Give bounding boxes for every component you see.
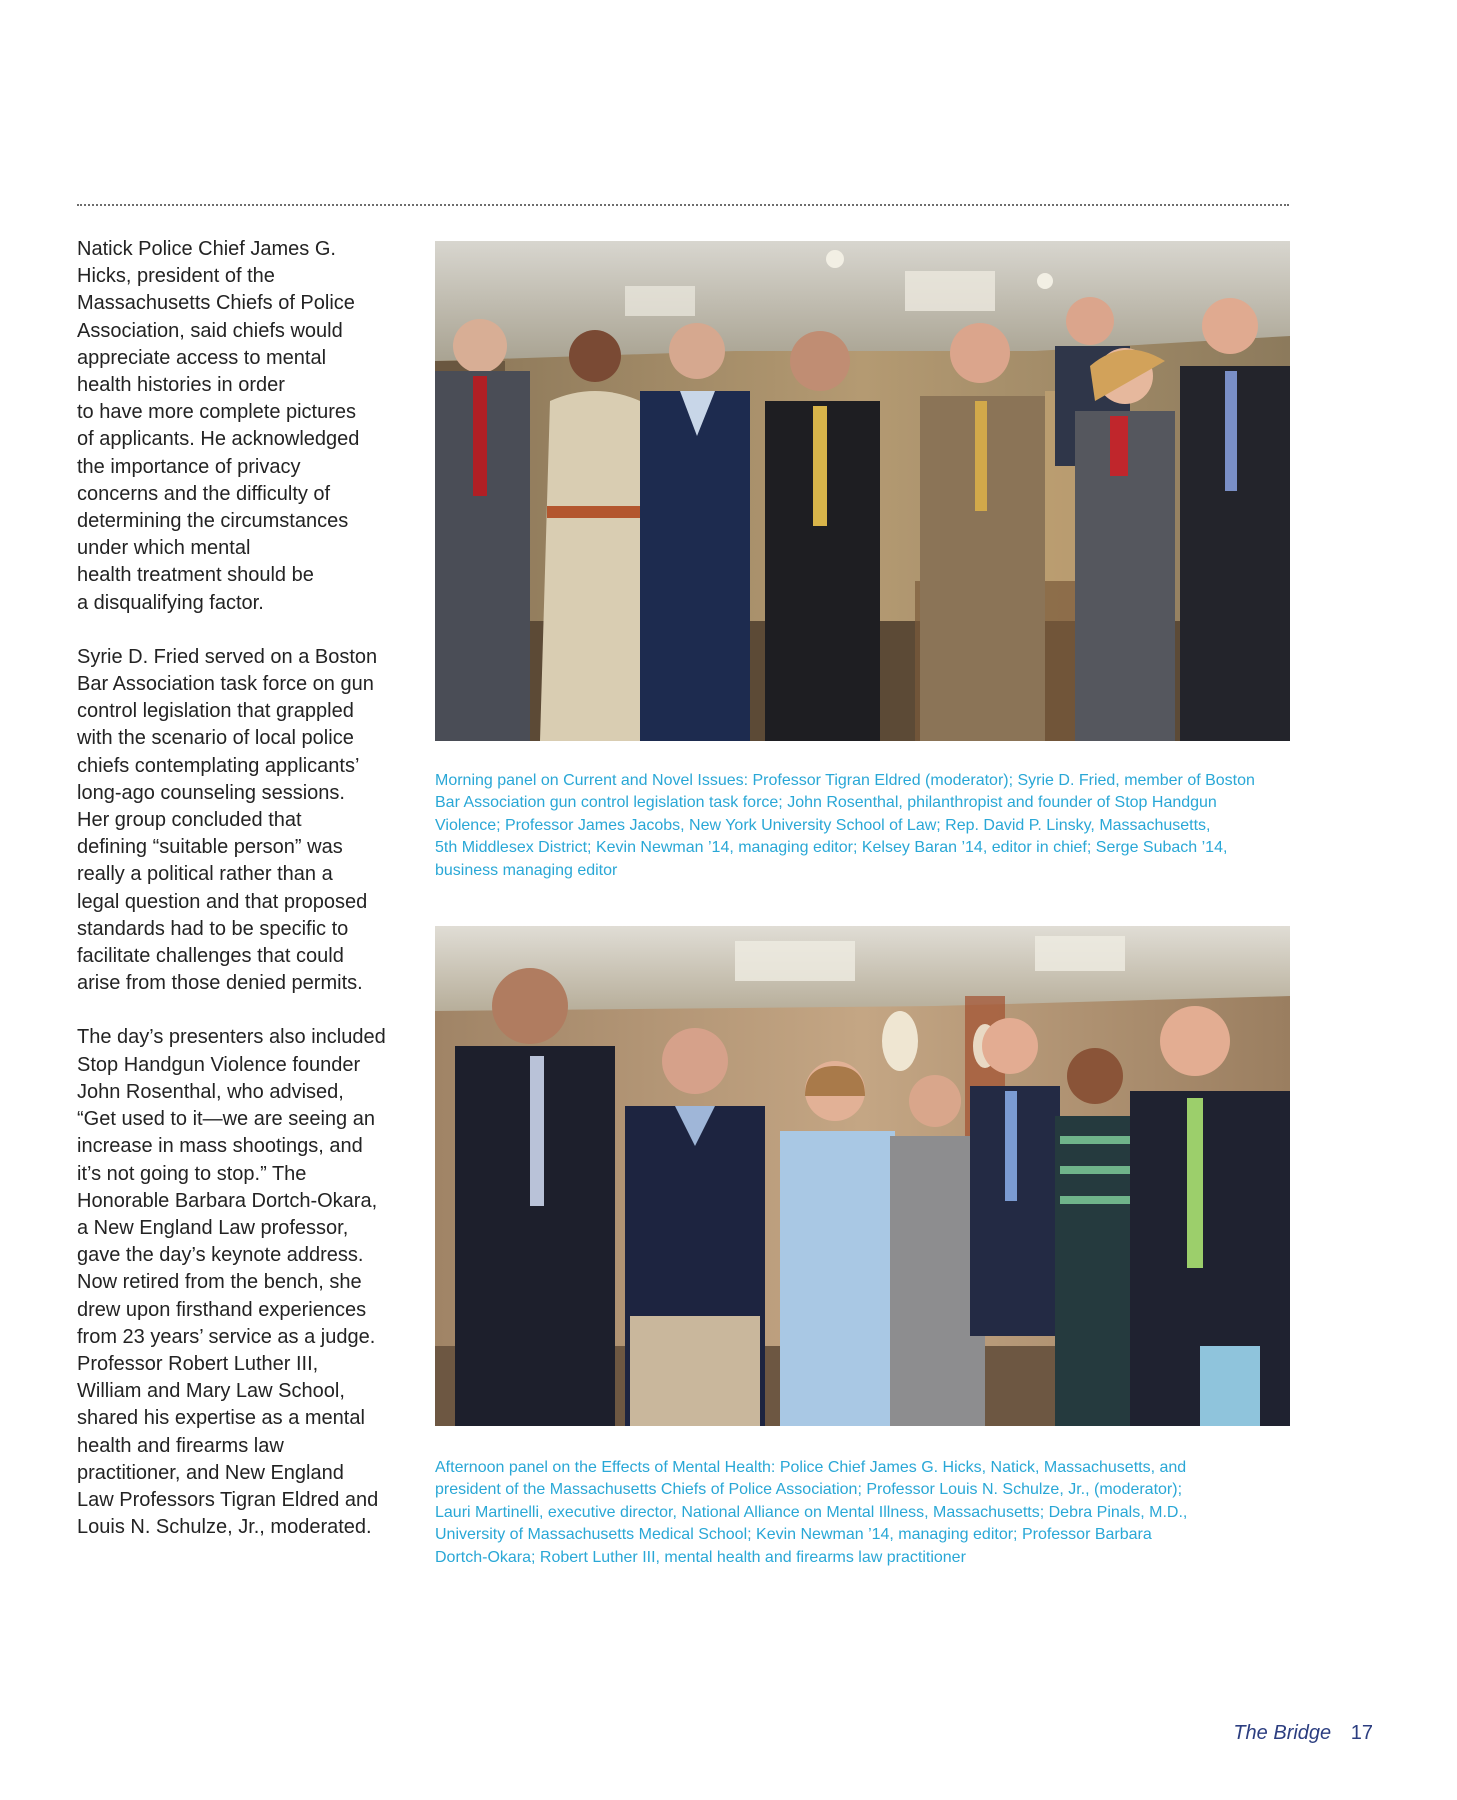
- article-body-column: [77, 236, 397, 1568]
- dotted-divider: [77, 204, 1289, 206]
- page-number: 17: [1350, 1722, 1373, 1744]
- afternoon-panel-caption: Afternoon panel on the Effects of Mental Health: Police Chief James G. Hicks, Natick, Massachusetts, and president of the Massachusetts Chiefs of Police Association; Professor Louis N. Schulze, Jr., (moderator); Lauri Martinelli, executive director, National Alliance on Mental Illness, Massachusetts; Debra Pinals, M.D., University of Massachusetts Medical School; Kevin Newman ’14, managing editor; Professor Barbara Dortch-Okara; Robert Luther III, mental health and firearms law practitioner: [435, 1459, 1188, 1566]
- afternoon-panel-photo: [435, 926, 1290, 1426]
- article-paragraph: The day’s presenters also included Stop Handgun Violence founder John Rosenthal, who advised, “Get used to it—we are seeing an increase in mass shootings, and it’s not going to stop.” The Honorable Barbara Dortch-Okara, a New England Law professor, gave the day’s keynote address. Now retired from the bench, she drew upon firsthand experiences from 23 years’ service as a judge. Professor Robert Luther III, William and Mary Law School, shared his expertise as a mental health and firearms law practitioner, and New England Law Professors Tigran Eldred and Louis N. Schulze, Jr., moderated.: [77, 1026, 386, 1539]
- page-footer: [1233, 1722, 1373, 1745]
- publication-title: The Bridge: [1233, 1722, 1332, 1744]
- morning-panel-caption: Morning panel on Current and Novel Issues: Professor Tigran Eldred (moderator); Syrie D. Fried, member of Boston Bar Association gun control legislation task force; John Rosenthal, philanthropist and founder of Stop Handgun Violence; Professor James Jacobs, New York University School of Law; Rep. David P. Linsky, Massachusetts, 5th Middlesex District; Kevin Newman ’14, managing editor; Kelsey Baran ’14, editor in chief; Serge Subach ’14, business managing editor: [435, 772, 1255, 879]
- article-paragraph: Syrie D. Fried served on a Boston Bar Association task force on gun control legislation that grappled with the scenario of local police chiefs contemplating applicants’ long-ago counseling sessions. Her group concluded that defining “suitable person” was really a political rather than a legal question and that proposed standards had to be specific to facilitate challenges that could arise from those denied permits.: [77, 645, 378, 995]
- morning-panel-photo: [435, 241, 1290, 741]
- article-paragraph: Natick Police Chief James G. Hicks, president of the Massachusetts Chiefs of Police Association, said chiefs would appreciate access to mental health histories in order to have more complete pictures of applicants. He acknowledged the importance of privacy concerns and the difficulty of determining the circumstances under which mental health treatment should be a disqualifying factor.: [77, 238, 360, 614]
